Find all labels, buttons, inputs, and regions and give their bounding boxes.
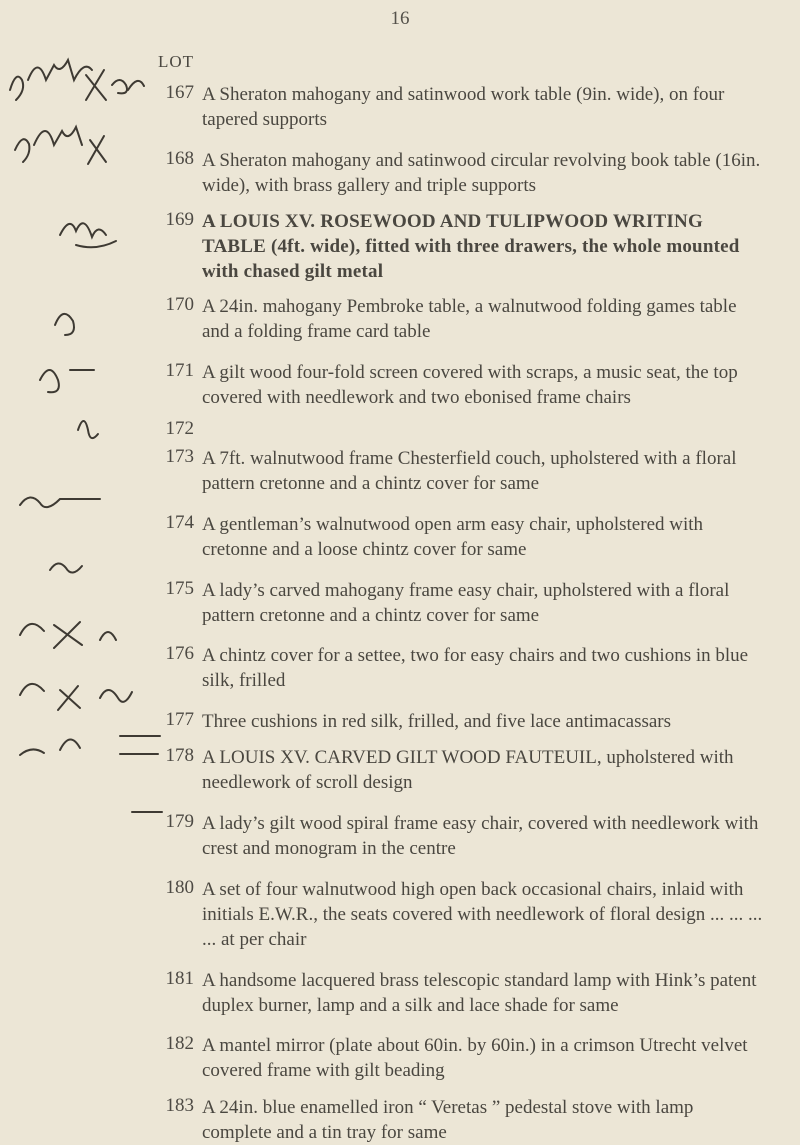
lot-number: 175 (165, 578, 194, 599)
lot-description: A set of four walnutwood high open back occasional chairs, inlaid with initials E.W.R., the seats covered with needlework of floral design ... ... ... ... at per chair (202, 879, 763, 950)
lot-number: 180 (165, 877, 194, 898)
lot-description: A Sheraton mahogany and satinwood work table (9in. wide), on four tapered supports (202, 84, 725, 130)
lot-description: A gilt wood four-fold screen covered with scraps, a music seat, the top covered with needlework and two ebonised frame chairs (202, 362, 738, 408)
page-number: 16 (390, 8, 410, 29)
lot-number: 173 (165, 446, 194, 467)
lot-description: A mantel mirror (plate about 60in. by 60in.) in a crimson Utrecht velvet covered frame with gilt beading (202, 1035, 748, 1081)
lot-number: 174 (165, 512, 194, 533)
lot-number: 178 (165, 745, 194, 766)
lot-number: 170 (165, 294, 194, 315)
lot-description: A lady’s carved mahogany frame easy chair, upholstered with a floral pattern cretonne and a chintz cover for same (202, 580, 730, 626)
lot-column-heading: LOT (157, 52, 194, 71)
lot-description: A 7ft. walnutwood frame Chesterfield couch, upholstered with a floral pattern cretonne and a chintz cover for same (202, 448, 737, 494)
lot-description: A LOUIS XV. CARVED GILT WOOD FAUTEUIL, upholstered with needlework of scroll design (202, 747, 734, 793)
lot-number: 169 (165, 209, 194, 230)
lot-description: A 24in. blue enamelled iron “ Veretas ” pedestal stove with lamp complete and a tin tray for same (202, 1097, 694, 1143)
lot-description: Three cushions in red silk, frilled, and five lace antimacassars (202, 711, 672, 732)
lot-number: 182 (165, 1033, 194, 1054)
lot-description: A 24in. mahogany Pembroke table, a walnutwood folding games table and a folding frame card table (202, 296, 737, 342)
lot-description: A Sheraton mahogany and satinwood circular revolving book table (16in. wide), with brass gallery and triple supports (202, 150, 761, 196)
lot-number: 172 (165, 418, 194, 439)
lot-description: A LOUIS XV. ROSEWOOD AND TULIPWOOD WRITING TABLE (4ft. wide), fitted with three drawers, the whole mounted with chased gilt metal (202, 211, 740, 282)
lot-number: 168 (165, 148, 194, 169)
lot-number: 176 (165, 643, 194, 664)
lot-number: 179 (165, 811, 194, 832)
lot-number: 183 (165, 1095, 194, 1116)
lot-description: A chintz cover for a settee, two for easy chairs and two cushions in blue silk, frilled (202, 645, 749, 691)
lot-number: 181 (165, 968, 194, 989)
lot-number: 167 (165, 82, 194, 103)
lot-number: 171 (165, 360, 194, 381)
lot-description: A handsome lacquered brass telescopic standard lamp with Hink’s patent duplex burner, lamp and a silk and lace shade for same (202, 970, 757, 1016)
lot-number: 177 (165, 709, 194, 730)
lot-description: A gentleman’s walnutwood open arm easy chair, upholstered with cretonne and a loose chintz cover for same (202, 514, 704, 560)
lot-description: A lady’s gilt wood spiral frame easy chair, covered with needlework with crest and monogram in the centre (202, 813, 759, 859)
